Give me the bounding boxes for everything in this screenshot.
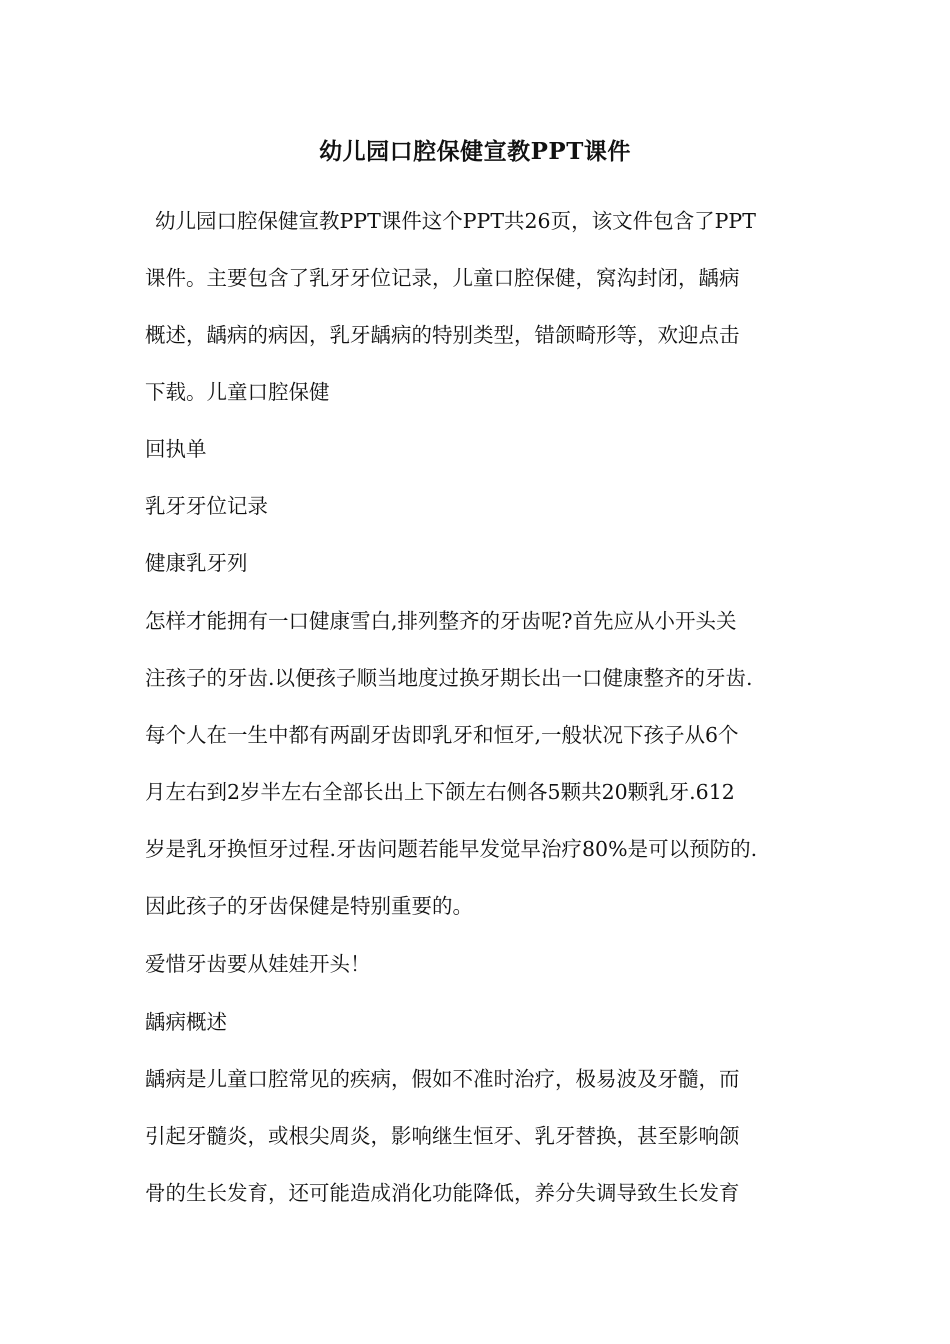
paragraph-line: 注孩子的牙齿.以便孩子顺当地度过换牙期长出一口健康整齐的牙齿. (145, 666, 753, 690)
receipt-heading (145, 421, 815, 478)
slogan-line (145, 936, 815, 993)
paragraph-line: 岁是乳牙换恒牙过程.牙齿问题若能早发觉早治疗80%是可以预防的. (145, 837, 758, 861)
slogan-text: 爱惜牙齿要从娃娃开头！ (145, 952, 371, 976)
paragraph-line: 引起牙髓炎，或根尖周炎，影响继生恒牙、乳牙替换，甚至影响颌 (145, 1124, 740, 1148)
heading-text: 健康乳牙列 (145, 551, 248, 575)
paragraph-line: 因此孩子的牙齿保健是特别重要的。 (145, 894, 473, 918)
paragraph-line: 怎样才能拥有一口健康雪白,排列整齐的牙齿呢?首先应从小开头关 (145, 609, 737, 633)
paragraph-line: 骨的生长发育，还可能造成消化功能降低，养分失调导致生长发育 (145, 1181, 740, 1205)
document-title: 幼儿园口腔保健宣教PPT课件 (319, 138, 631, 165)
paragraph-line: 月左右到2岁半左右全部长出上下颌左右侧各5颗共20颗乳牙.612 (145, 780, 735, 804)
intro-line: 概述，龋病的病因，乳牙龋病的特别类型，错颌畸形等，欢迎点击 (145, 323, 740, 347)
intro-line: 幼儿园口腔保健宣教PPT课件这个PPT共26页，该文件包含了PPT (155, 209, 756, 233)
tooth-record-heading (145, 478, 815, 535)
heading-text: 龋病概述 (145, 1010, 227, 1034)
heading-text: 乳牙牙位记录 (145, 494, 268, 518)
healthy-teeth-heading (145, 535, 815, 592)
healthy-teeth-paragraph (145, 593, 815, 935)
intro-paragraph (145, 193, 815, 421)
heading-text: 回执单 (145, 437, 207, 461)
caries-paragraph (145, 1051, 815, 1222)
intro-line: 课件。主要包含了乳牙牙位记录，儿童口腔保健，窝沟封闭，龋病 (145, 266, 740, 290)
paragraph-line: 龋病是儿童口腔常见的疾病，假如不准时治疗，极易波及牙髓，而 (145, 1067, 740, 1091)
caries-heading (145, 994, 815, 1051)
intro-line: 下载。儿童口腔保健 (145, 380, 330, 404)
paragraph-line: 每个人在一生中都有两副牙齿即乳牙和恒牙,一般状况下孩子从6个 (145, 723, 739, 747)
